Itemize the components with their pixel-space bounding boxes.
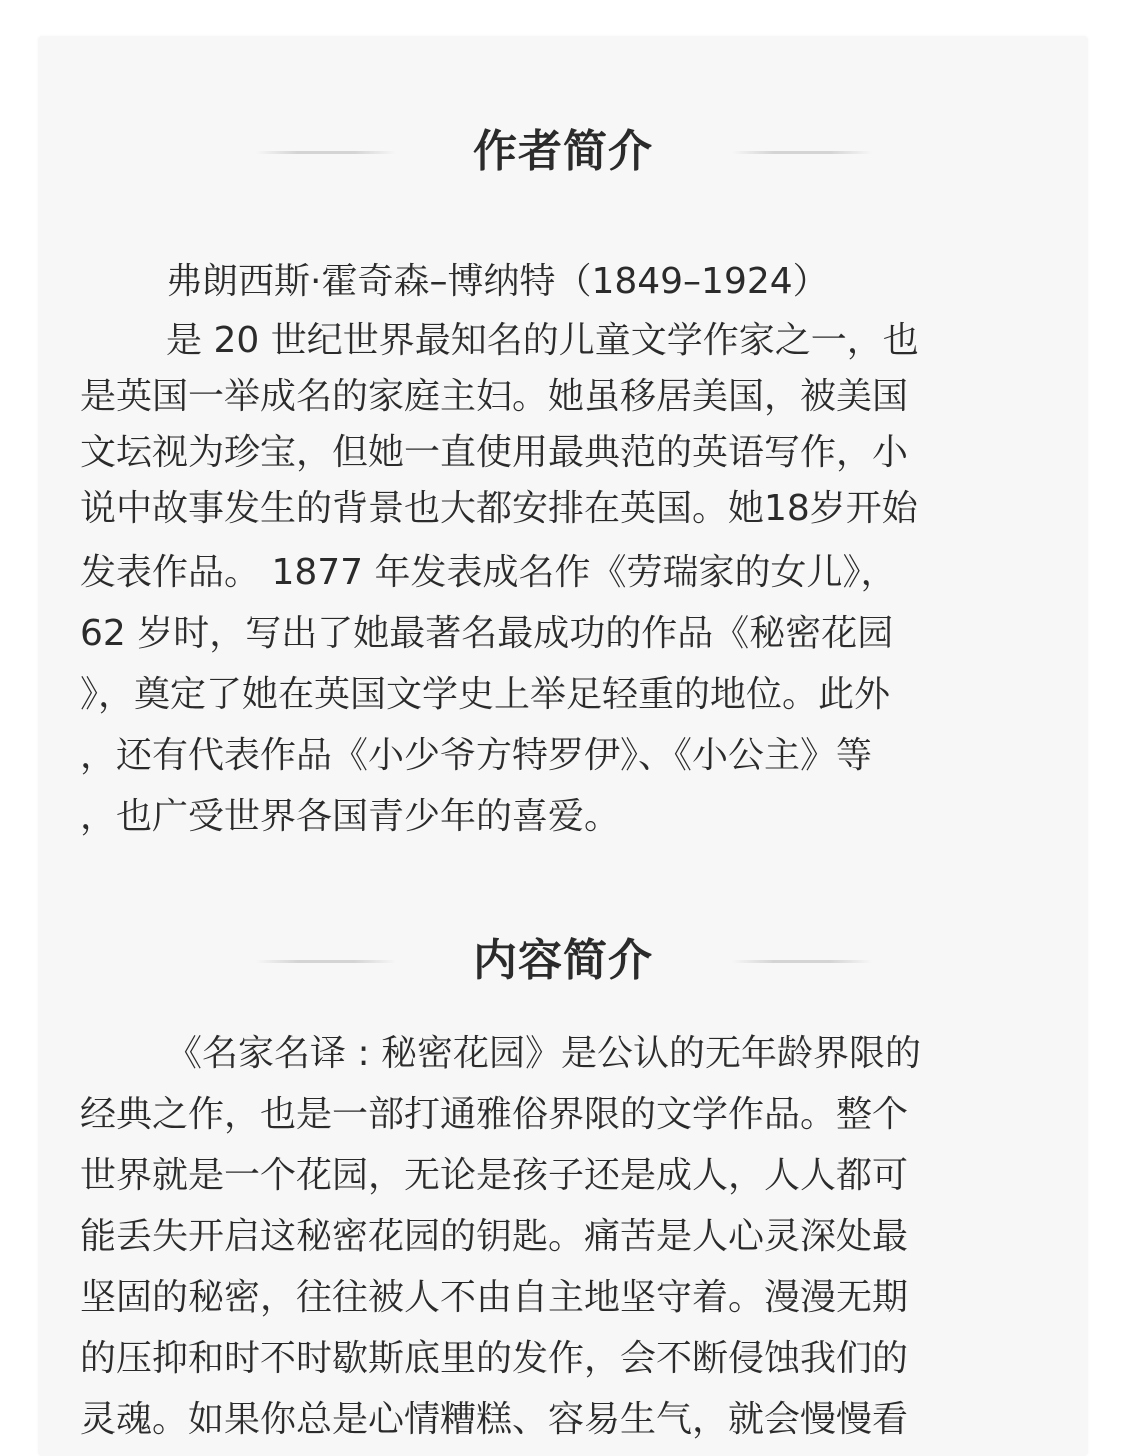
content-paragraph-line: 世界就是一个花园，无论是孩子还是成人，人人都可 (80, 1155, 909, 1196)
content-paragraph-line: 的压抑和时不时歇斯底里的发作，会不断侵蚀我们的 (80, 1338, 909, 1379)
heading-divider-right (732, 151, 872, 154)
content-paragraph-line: 《名家名译 : 秘密花园》是公认的无年龄界限的 (166, 1033, 922, 1074)
content-paragraph-line: 经典之作，也是一部打通雅俗界限的文学作品。整个 (80, 1094, 909, 1135)
author-section-title: 作者简介 (473, 126, 653, 177)
author-paragraph-line: ，也广受世界各国青少年的喜爱。 (80, 796, 621, 837)
author-paragraph-line: 是英国一举成名的家庭主妇。她虽移居美国，被美国 (80, 376, 909, 417)
content-paragraph-line: 坚固的秘密，往往被人不由自主地坚守着。漫漫无期 (80, 1277, 909, 1318)
author-heading-block (38, 122, 1088, 182)
author-paragraph-line: 》，奠定了她在英国文学史上举足轻重的地位。此外 (80, 674, 891, 715)
content-heading-block (38, 931, 1088, 991)
author-paragraph-line: 发表作品。 1877 年发表成名作《劳瑞家的女儿》， (80, 552, 897, 593)
content-section-title: 内容简介 (473, 935, 653, 986)
author-paragraph-line: ，还有代表作品《小少爷方特罗伊》、《小公主》等 (80, 735, 873, 776)
heading-divider-right (732, 960, 872, 963)
author-paragraph-line: 是 20 世纪世界最知名的儿童文学作家之一，也 (166, 320, 919, 361)
content-paragraph-line: 能丢失开启这秘密花园的钥匙。痛苦是人心灵深处最 (80, 1216, 909, 1257)
author-name-line: 弗朗西斯·霍奇森–博纳特（1849–1924） (166, 261, 829, 302)
content-paragraph-line: 灵魂。如果你总是心情糟糕、容易生气，就会慢慢看 (80, 1399, 909, 1440)
intro-card (38, 36, 1088, 1456)
author-paragraph-line: 62 岁时，写出了她最著名最成功的作品《秘密花园 (80, 613, 894, 654)
author-paragraph-line: 文坛视为珍宝，但她一直使用最典范的英语写作，小 (80, 432, 909, 473)
author-paragraph-line: 说中故事发生的背景也大都安排在英国。她18岁开始 (80, 488, 918, 529)
